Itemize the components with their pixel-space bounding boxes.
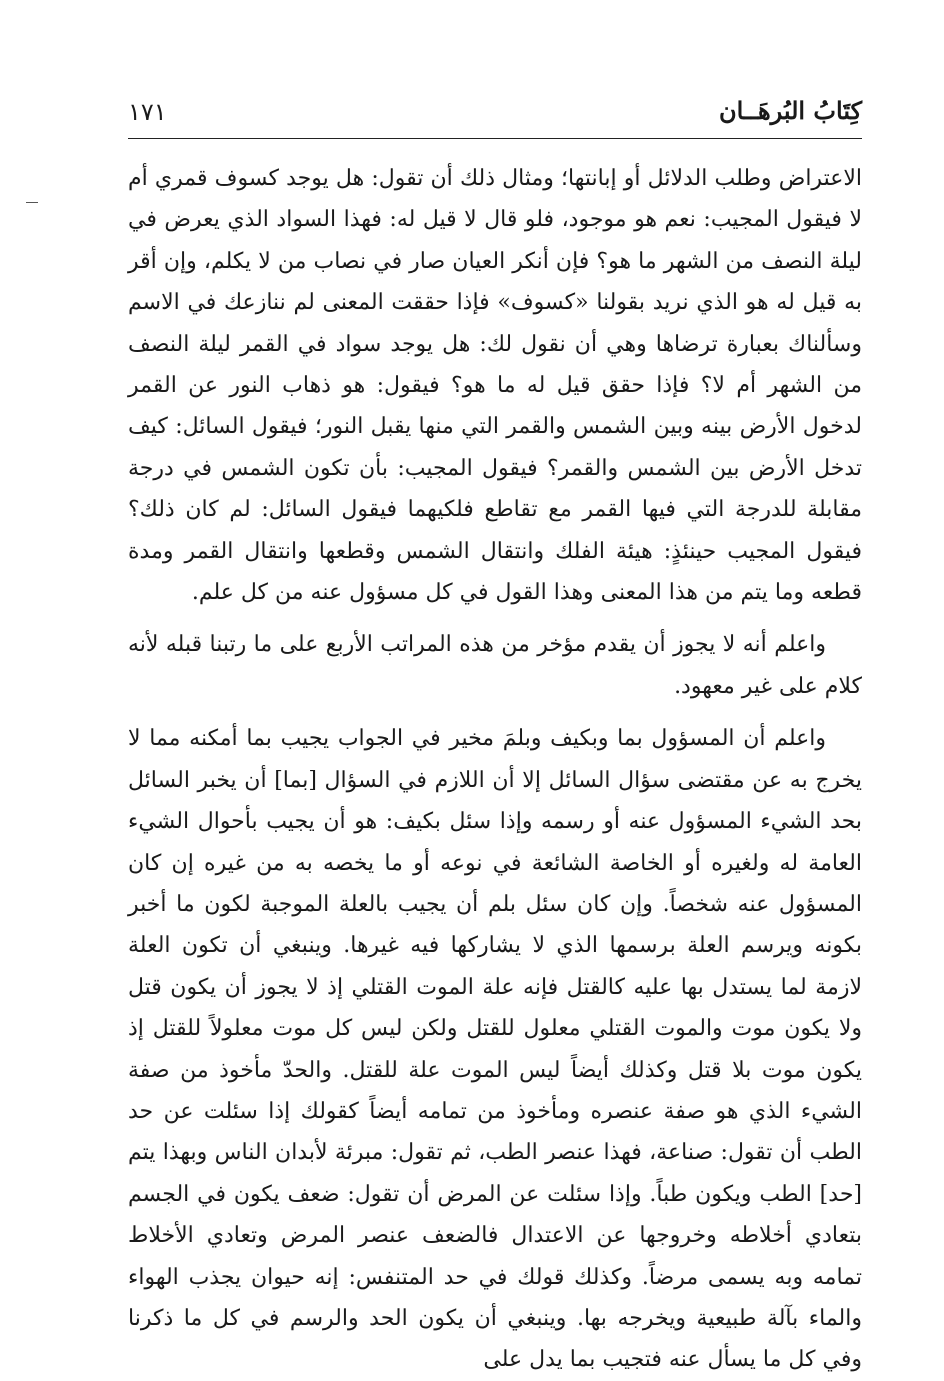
body-text — [128, 158, 862, 1381]
margin-mark — [26, 202, 38, 203]
header-rule — [128, 138, 862, 139]
paragraph: واعلم أنه لا يجوز أن يقدم مؤخر من هذه المراتب الأربع على ما رتبنا قبله لأنه كلام على غير معهود. — [128, 632, 862, 699]
paragraph: واعلم أن المسؤول بما وبكيف وبلمَ مخير في الجواب يجيب بما أمكنه مما لا يخرج به عن مقتضى سؤال السائل إلا أن اللازم في السؤال [بما] أن يخبر السائل بحد الشيء المسؤول عنه أو رسمه وإذا سئل بكيف: هو أن يجيب بأحوال الشيء العامة له ولغيره أو الخاصة الشائعة في نوعه أو ما يخصه به من غيره إن كان المسؤول عنه شخصاً. وإن كان سئل بلم أن يجيب بالعلة الموجبة لكون ما أخبر بكونه ويرسم العلة برسمها الذي لا يشاركها فيه غيرها. وينبغي أن تكون العلة لازمة لما يستدل بها عليه كالقتل فإنه علة الموت القتلي إذ لا يجوز أن يكون قتل ولا يكون موت والموت القتلي معلول للقتل ولكن ليس كل موت معلولاً للقتل إذ يكون موت بلا قتل وكذلك أيضاً ليس الموت علة للقتل. والحدّ مأخوذ من صفة الشيء الذي هو صفة عنصره ومأخوذ من تمامه أيضاً كقولك إذا سئلت عن حد الطب أن تقول: صناعة، فهذا عنصر الطب، ثم تقول: مبرئة لأبدان الناس وبهذا يتم [حد] الطب ويكون طباً. وإذا سئلت عن المرض أن تقول: ضعف يكون في الجسم بتعادي أخلاطه وخروجها عن الاعتدال فالضعف عنصر المرض وتعادي الأخلاط تمامه وبه يسمى مرضاً. وكذلك قولك في حد المتنفس: إنه حيوان يجذب الهواء والماء بآلة طبيعية ويخرجه بها. وينبغي أن يكون الحد والرسم في كل ما ذكرنا وفي كل ما يسأل عنه فتجيب بما يدل على — [128, 726, 863, 1373]
paragraph: الاعتراض وطلب الدلائل أو إبانتها؛ ومثال ذلك أن تقول: هل يوجد كسوف قمري أم لا فيقول المجيب: نعم هو موجود، فلو قال لا قيل له: فهذا السواد الذي يعرض في ليلة النصف من الشهر ما هو؟ فإن أنكر العيان صار في نصاب من لا يكلم، وإن أقر به قيل له هو الذي نريد بقولنا «كسوف» فإذا حققت المعنى لم ننازعك في الاسم وسألناك بعبارة ترضاها وهي أن نقول لك: هل يوجد سواد في القمر ليلة النصف من الشهر أم لا؟ فإذا حقق قيل له ما هو؟ فيقول: هو ذهاب النور عن القمر لدخول الأرض بينه وبين الشمس والقمر التي منها يقبل النور؛ فيقول السائل: كيف تدخل الأرض بين الشمس والقمر؟ فيقول المجيب: بأن تكون الشمس في درجة مقابلة للدرجة التي فيها القمر مع تقاطع فلكيهما فيقول السائل: لم كان ذلك؟ فيقول المجيب حينئذٍ: هيئة الفلك وانتقال الشمس وقطعها وانتقال القمر ومدة قطعه وما يتم من هذا المعنى وهذا القول في كل مسؤول عنه من كل علم. — [128, 166, 862, 606]
running-title: كِتَابُ البُرهَــان — [718, 96, 862, 125]
page-header — [128, 96, 862, 136]
page-number: ١٧١ — [128, 98, 167, 126]
